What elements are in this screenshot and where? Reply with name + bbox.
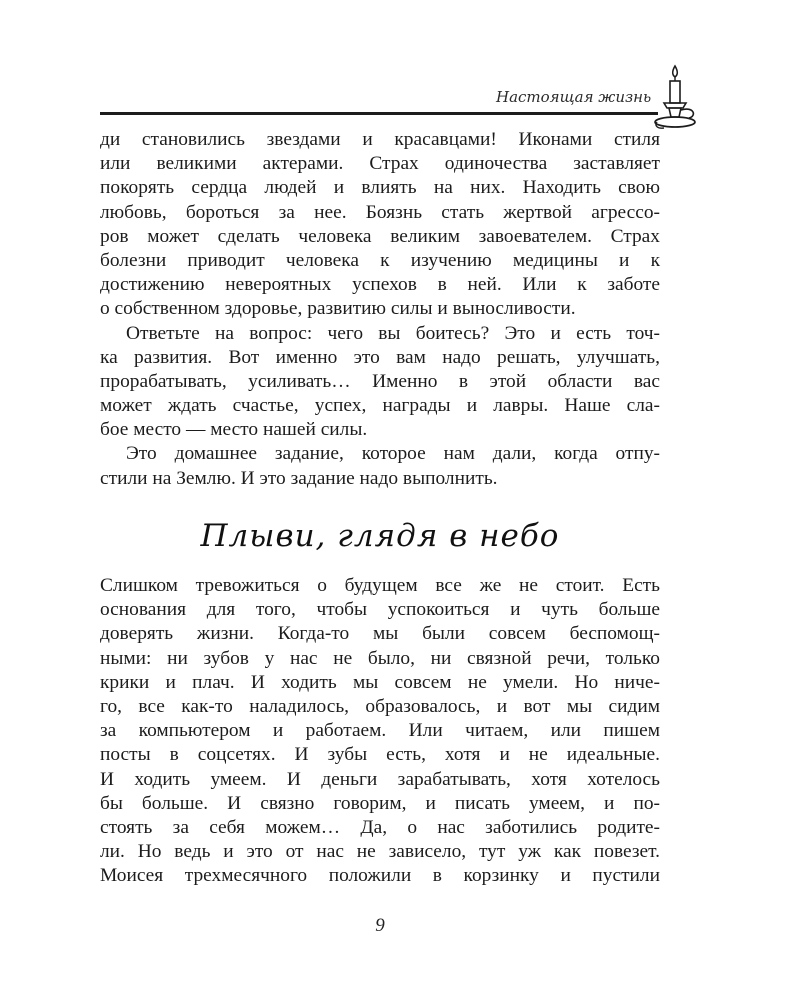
page-number: 9 — [375, 915, 385, 936]
paragraph-line: Ответьте на вопрос: чего вы боитесь? Это и есть точ- — [126, 322, 660, 344]
paragraph-line: стили на Землю. И это задание надо выполнить. — [100, 467, 498, 489]
paragraph-line: бы больше. И связно говорим, и писать умеем, и по- — [100, 792, 660, 814]
candle-icon — [650, 62, 702, 132]
paragraph-line: крики и плач. И ходить мы совсем не умели. Но ниче- — [100, 671, 660, 693]
paragraph-line: любовь, бороться за нее. Боязнь стать жертвой агрессо- — [100, 201, 660, 223]
paragraph-line: бое место — место нашей силы. — [100, 419, 368, 441]
paragraph-line: или великими актерами. Страх одиночества заставляет — [100, 153, 660, 175]
paragraph-line: го, все как-то наладилось, образовалось, и вот мы сидим — [100, 695, 660, 717]
paragraph-line: доверять жизни. Когда-то мы были совсем беспомощ- — [100, 623, 660, 645]
paragraph-line: Слишком тревожиться о будущем все же не стоит. Есть — [100, 575, 660, 596]
paragraph-line: покорять сердца людей и влиять на них. Находить свою — [100, 177, 660, 199]
paragraph-line: посты в соцсетях. И зубы есть, хотя и не идеальные. — [100, 744, 660, 766]
paragraph-line: прорабатывать, усиливать… Именно в этой области вас — [100, 370, 660, 392]
paragraph-line: ров может сделать человека великим завоевателем. Страх — [100, 225, 660, 247]
paragraph-line: достижению невероятных успехов в ней. Или к заботе — [100, 274, 660, 296]
section-title: Плыви, глядя в небо — [200, 518, 560, 554]
paragraph-line: ка развития. Вот именно это вам надо решать, улучшать, — [100, 346, 660, 368]
paragraph-line: Это домашнее задание, которое нам дали, когда отпу- — [126, 443, 660, 465]
paragraph-line: может ждать счастье, успех, награды и лавры. Наше сла- — [100, 395, 660, 417]
paragraph-line: за компьютером и работаем. Или читаем, или пишем — [100, 720, 660, 742]
paragraph-line: болезни приводит человека к изучению медицины и к — [100, 249, 660, 271]
paragraph-line: И ходить умеем. И деньги зарабатывать, хотя хотелось — [100, 768, 660, 790]
paragraph-line: ди становились звездами и красавцами! Иконами стиля — [100, 129, 660, 150]
paragraph-line: основания для того, чтобы успокоиться и чуть больше — [100, 599, 660, 621]
header-rule — [100, 112, 658, 115]
text-block-top — [100, 128, 660, 491]
paragraph-line: ли. Но ведь и это от нас не зависело, тут уж как повезет. — [100, 841, 660, 863]
text-block-bottom — [100, 574, 660, 888]
paragraph-line: о собственном здоровье, развитию силы и выносливости. — [100, 298, 576, 320]
paragraph-line: Моисея трехмесячного положили в корзинку и пустили — [100, 865, 660, 887]
running-head: Настоящая жизнь — [496, 88, 652, 106]
paragraph-line: ными: ни зубов у нас не было, ни связной речи, только — [100, 647, 660, 669]
paragraph-line: стоять за себя можем… Да, о нас заботились родите- — [100, 816, 660, 838]
